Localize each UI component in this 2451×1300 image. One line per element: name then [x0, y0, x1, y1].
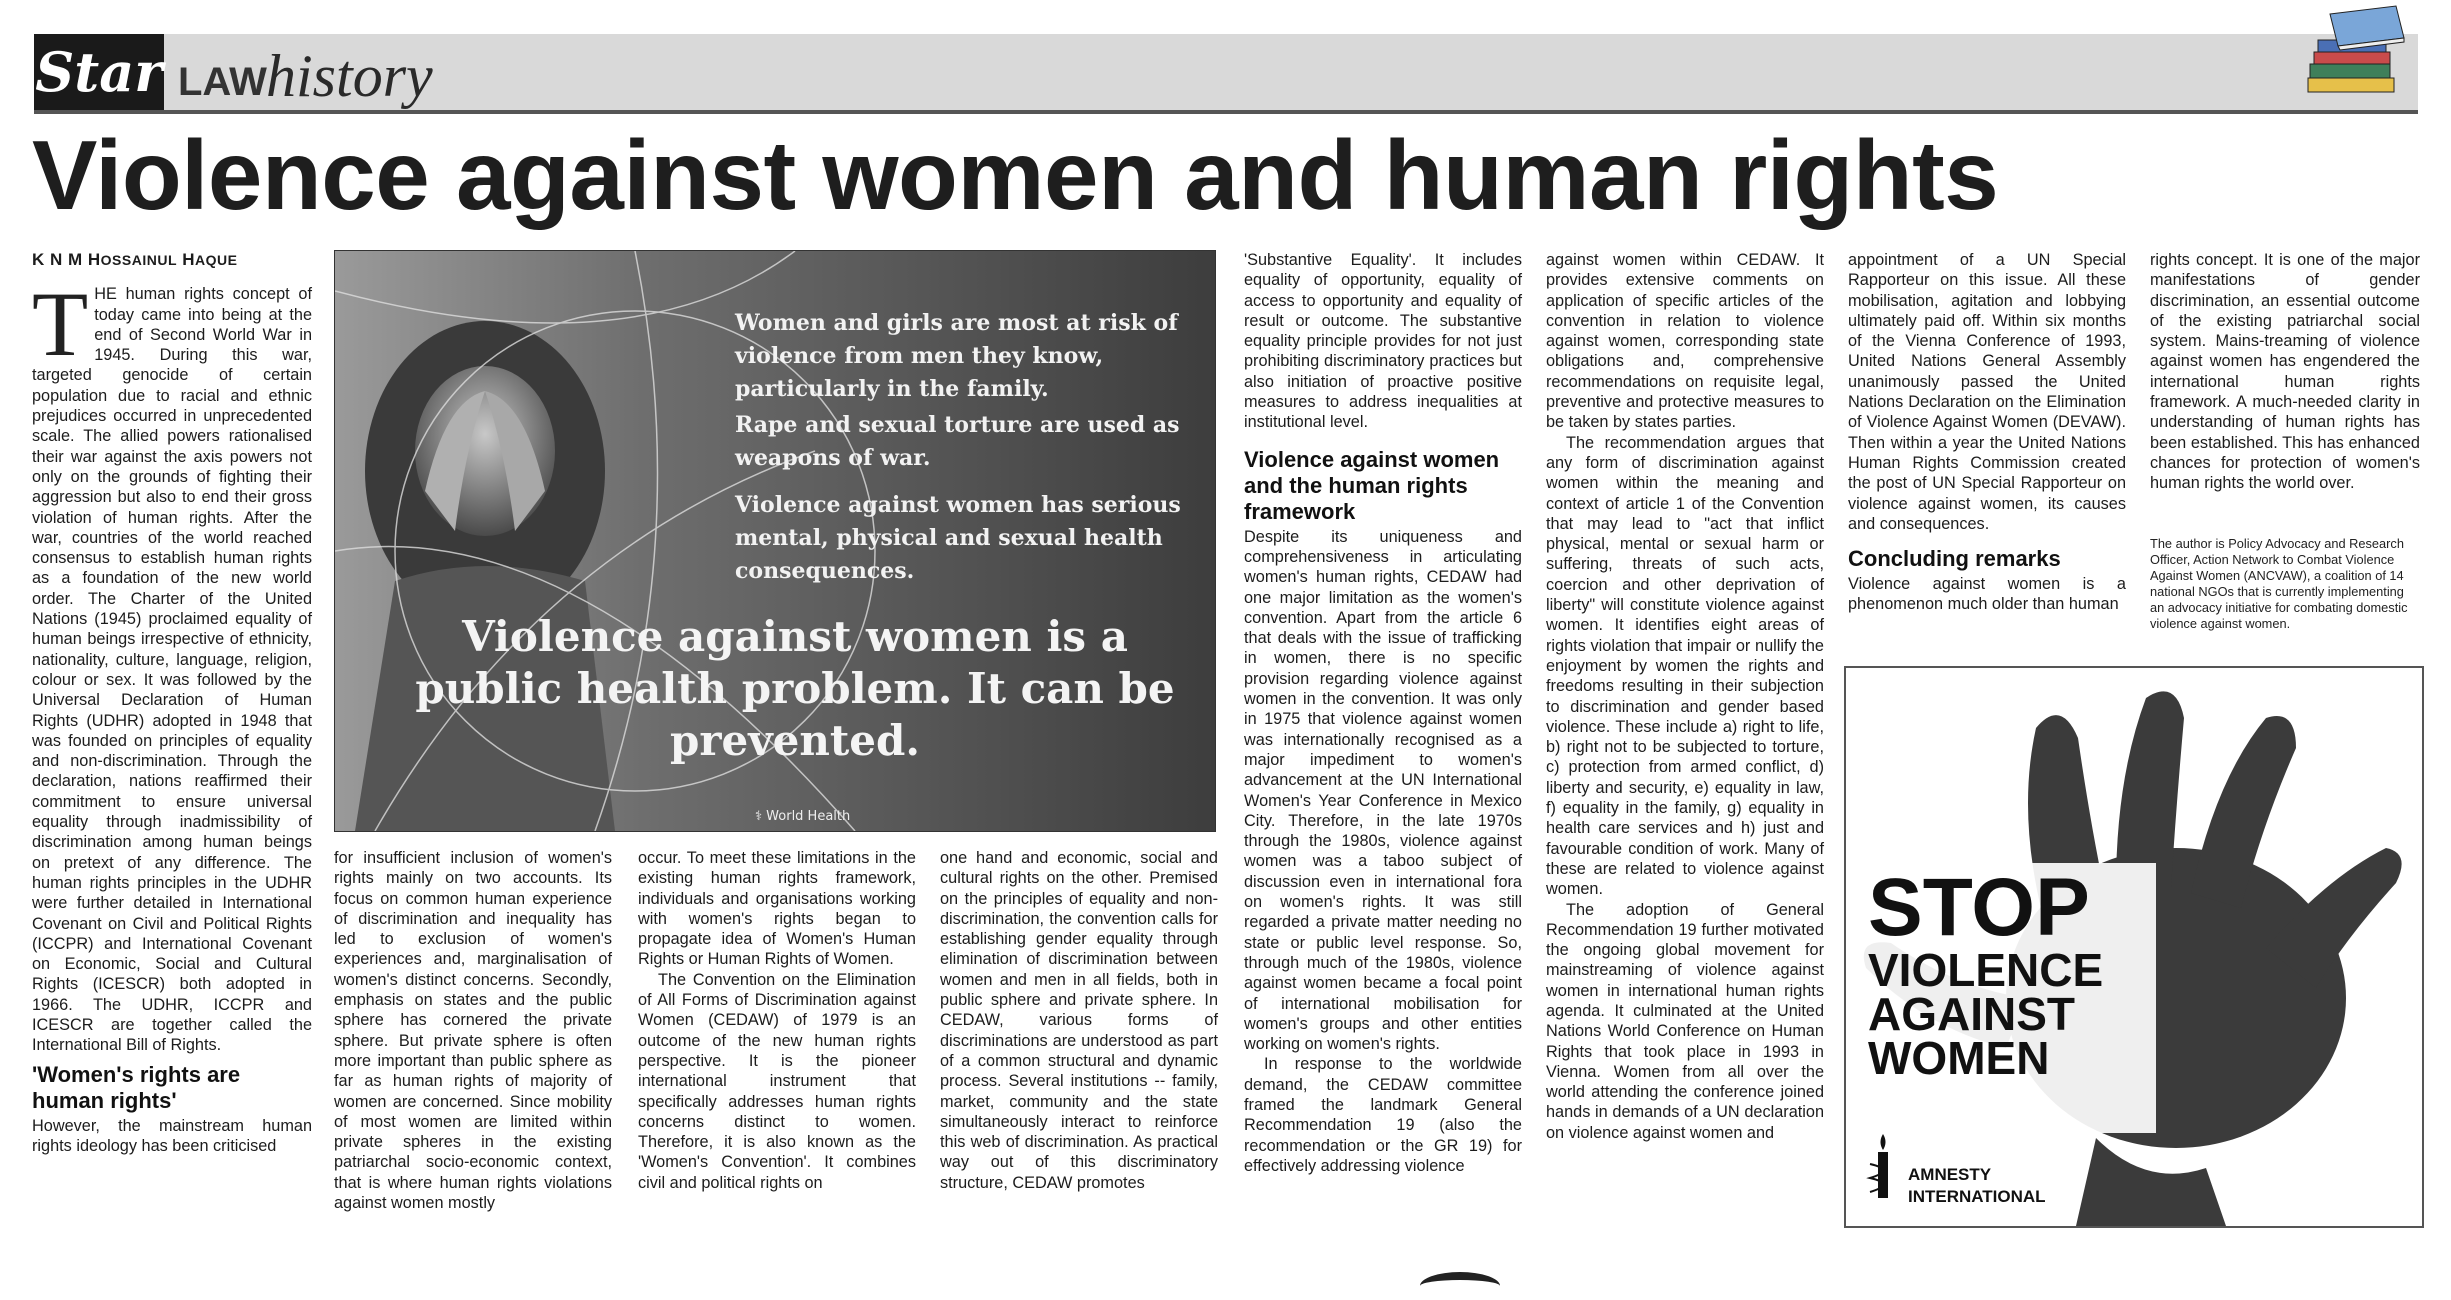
byline: K N M HOSSAINUL HAQUE [32, 250, 238, 269]
poster-fact-3: Violence against women has serious mental, physical and sexual health consequences. [735, 492, 1181, 584]
article-column-3 [638, 848, 916, 1193]
paragraph: against women within CEDAW. It provides extensive comments on application of specific articles of the convention in relation to violence against women, corresponding state obligations and, comprehensive recommendations on requisite legal, preventive and protective measures to be taken by states parties. [1546, 251, 1824, 432]
star-logo: Star [34, 34, 164, 110]
amnesty-poster [1844, 666, 2424, 1228]
article-column-2 [334, 848, 612, 1213]
paragraph: occur. To meet these limitations in the existing human rights framework, individuals and organisations working with women's rights began to propagate idea of Women's Human Rights or Human Rights of Women. [638, 849, 916, 969]
page-ornament [1420, 1272, 1500, 1300]
stop-violence-text: STOP VIOLENCE AGAINST WOMEN [1868, 862, 2104, 1084]
poster-fact-1: Women and girls are most at risk of violence from men they know, particularly in the family. [735, 310, 1178, 402]
article-column-1 [32, 250, 312, 1156]
poster-slogan: Violence against women is a public health problem. It can be prevented. [415, 612, 1175, 765]
section-banner [34, 34, 2418, 114]
amnesty-label: AMNESTY INTERNATIONAL [1908, 1165, 2046, 1206]
subsection-label: history [266, 43, 433, 109]
paragraph: The Convention on the Elimination of All Forms of Discrimination against Women (CEDAW) of 1979 is an outcome of the new human rights perspective. It is the pioneer international instrument that specifically addresses human rights concerns distinct to women. Therefore, it is also known as the 'Women's Convention'. It combines civil and political rights on [638, 970, 916, 1192]
paragraph: rights concept. It is one of the major manifestations of gender discrimination, an essential outcome of the existing patriarchal social system. Mains-treaming of violence against women has engendered the international human rights framework. A much-needed clarity in understanding of human rights has been established. This has enhanced chances for protection of women's human rights the world over. [2150, 251, 2420, 493]
subheading-framework: Violence against women and the human rights framework [1244, 446, 1500, 524]
paragraph: However, the mainstream human rights ideology has been criticised [32, 1116, 312, 1155]
who-emblem-icon: ⚕ [755, 809, 767, 824]
paragraph: 'Substantive Equality'. It includes equality of opportunity, equality of access to opportunity and equality of result or outcome. The substantive equality principle provides for not just prohibiting discriminatory practices but also initiation of proactive positive measures to address inequalities at institutional level. [1244, 251, 1522, 432]
paragraph: THE human rights concept of today came into being at the end of Second World War in 1945. During this war, targeted genocide of certain population due to racial and ethnic prejudices occurred in unprecedented scale. The allied powers rationalised their war against the axis powers not only on the grounds of fighting their aggression but also to end their gross violation of human rights. After the war, countries of the world reached consensus to establish human rights as a foundation of the new world order. The Charter of the United Nations (1945) proclaimed equality of human beings irrespective of ethnicity, nationality, culture, language, religion, colour or sex. It was followed by the Universal Declaration of Human Rights (UDHR) adopted in 1948 that was founded on principles of equality and non-discrimination. Through the declaration, nations reaffirmed their commitment to ensure universal equality through inadmissibility of discrimination among human beings on pretext of any difference. The human rights principles in the UDHR were further detailed in International Covenant on Civil and Political Rights (ICCPR) and International Covenant on Economic, Social and Cultural Rights (ICESCR) both adopted in 1966. The UDHR, ICCPR and ICESCR are together called the International Bill of Rights. [32, 273, 312, 1055]
article-column-8 [2150, 250, 2420, 494]
subheading-concluding: Concluding remarks [1848, 546, 2061, 572]
who-credit: ⚕ World Health [755, 809, 851, 824]
paragraph: The adoption of General Recommendation 19 further motivated the ongoing global movement for mainstreaming of violence against women in international human rights agenda. It culminated at the United Nations World Conference on Human Rights that took place in 1993 in Vienna. Women from all over the world attending the conference joined hands in demands of a UN declaration on violence against women and [1546, 900, 1824, 1142]
section-label: LAW [178, 60, 267, 104]
dropcap: T [32, 273, 89, 376]
who-poster-photo [334, 250, 1216, 832]
books-icon [2300, 4, 2410, 104]
article-column-6 [1546, 250, 1824, 1143]
paragraph: Despite its uniqueness and comprehensiveness in articulating women's human rights, CEDAW had one major limitation as the women's convention. Apart from the article 6 that deals with the issue of trafficking in women, there is no specific provision regarding violence against women in the convention. It was only in 1975 that violence against women was internationally recognised as a major impediment to women's advancement at the UN International Women's Year Conference in Mexico City. Therefore, in the late 1970s through the 1980s, violence against women was a taboo subject of discussion even in international fora on women's rights. It was still regarded a private matter needing no state or public level response. So, through much of the 1980s, violence against women became a focal point of international mobilisation for women's groups and other entities working on women's rights. [1244, 527, 1522, 1054]
paragraph: for insufficient inclusion of women's rights mainly on two accounts. Its focus on common human experience of discrimination and inequality has led to exclusion of women's experiences and, marginalisation of women's distinct concerns. Secondly, emphasis on states and the public sphere has cornered the private sphere. But private sphere is often more important than public sphere as far as human rights of majority of women are concerned. Since mobility of most women are limited within private spheres in the existing patriarchal socio-economic context, that is where human rights violations against women mostly [334, 849, 612, 1213]
paragraph: Violence against women is a phenomenon much older than human [1848, 575, 2126, 614]
article-column-5 [1244, 250, 1522, 1176]
candle-barbed-wire-icon [1866, 1130, 1900, 1208]
author-note: The author is Policy Advocacy and Research Officer, Action Network to Combat Violence Against Women (ANCVAW), a coalition of 14 national NGOs that is currently implementing an advocacy initiative for combating domestic violence against women. [2150, 536, 2408, 631]
paragraph: one hand and economic, social and cultural rights on the other. Premised on the principles of equality and non-discrimination, the convention calls for establishing gender equality through elimination of discrimination between women and men in all fields, both in public sphere and private sphere. In CEDAW, various forms of discriminations are understood as part of a common structural and dynamic process. Several institutions -- family, market, community and the state simultaneously interact to reinforce this web of discrimination. As practical way out of this discriminatory structure, CEDAW promotes [940, 849, 1218, 1192]
poster-fact-2: Rape and sexual torture are used as weapons of war. [735, 412, 1180, 471]
subheading-womens-rights: 'Women's rights are human rights' [32, 1061, 241, 1113]
paragraph: appointment of a UN Special Rapporteur on this issue. All these mobilisation, agitation and lobbying ultimately paid off. Within six months of the Vienna Conference of 1993, United Nations General Assembly unanimously passed the United Nations Declaration on the Elimination of Violence Against Women (DEVAW). Then within a year the United Nations Human Rights Commission created the post of UN Special Rapporteur on violence against women, its causes and consequences. [1848, 251, 2126, 533]
paragraph: In response to the worldwide demand, the CEDAW committee framed the landmark General Recommendation 19 (also the recommendation or the GR 19) for effectively addressing violence [1244, 1055, 1522, 1175]
article-column-4 [940, 848, 1218, 1193]
paragraph: The recommendation argues that any form of discrimination against women within the meaning and context of article 1 of the Convention that may lead to "act that inflict physical, mental or sexual harm or suffering, threats of such acts, coercion and other deprivation of liberty" will constitute violence against women. It identifies eight areas of rights violation that impair or nullify the enjoyment by women the rights and freedoms resulting in their subjection to discrimination and gender based violence. These include a) right to life, b) right not to be subjected to torture, c) protection from armed conflict, d) liberty and security, e) equality in law, f) equality in the family, g) equality in health care services and h) just and favourable condition of work. Many of these are related to violence against women. [1546, 433, 1824, 899]
headline: Violence against women and human rights [32, 120, 1999, 230]
article-column-7 [1848, 250, 2126, 615]
